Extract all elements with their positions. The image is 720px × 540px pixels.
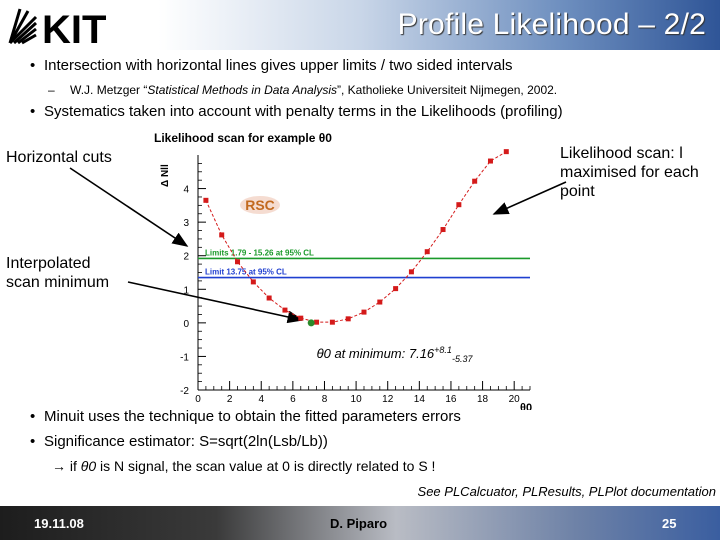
bullet-text: Intersection with horizontal lines gives upper limits / two sided intervals [44, 57, 513, 74]
x-tick-label: 8 [321, 394, 328, 405]
header-bar [0, 0, 720, 50]
chart-minimum-marker [308, 319, 315, 326]
scan-point [409, 269, 414, 274]
chart-x-axis-label: θ0 [520, 402, 533, 410]
chart-y-axis-label: Δ Nll [160, 164, 171, 187]
annotation-likelihood-scan: Likelihood scan: l maximised for each point [560, 145, 699, 200]
reference-dash: – [48, 83, 55, 97]
x-tick-label: 12 [382, 394, 394, 405]
reference-book-title: Statistical Methods in Data Analysis [147, 83, 338, 97]
footer-author: D. Piparo [330, 516, 388, 531]
scan-point [219, 232, 224, 237]
scan-point [235, 259, 240, 264]
chart-series [203, 149, 508, 325]
note-prefix: if [69, 458, 81, 474]
y-tick-label: 3 [183, 218, 189, 230]
minimum-upper-error: +8.1 [434, 345, 452, 356]
scan-point [203, 198, 208, 203]
x-tick-label: 20 [508, 394, 520, 405]
scan-point [425, 249, 430, 254]
bullet-text: Significance estimator: S=sqrt(2ln(Lsb/Lb)) [44, 433, 328, 450]
scan-point [330, 320, 335, 325]
bullet-text: Systematics taken into account with penalty terms in the Likelihoods (profiling) [44, 103, 563, 120]
bullet-symbol: • [30, 433, 36, 450]
scan-point [456, 202, 461, 207]
scan-zero-note [52, 458, 435, 474]
scan-point [393, 286, 398, 291]
limit-line-label: Limits 1.79 - 15.26 at 95% CL [205, 248, 314, 258]
bullet-symbol: • [30, 103, 36, 120]
scan-point [346, 316, 351, 321]
scan-point [377, 300, 382, 305]
chart-minimum-text [317, 345, 474, 364]
scan-point [441, 227, 446, 232]
documentation-note: See PLCalcuator, PLResults, PLPlot documentation [417, 484, 716, 499]
minimum-lower-error: -5.37 [451, 354, 473, 365]
x-tick-label: 0 [195, 394, 201, 405]
arrow-symbol: → [52, 458, 66, 474]
x-tick-label: 14 [413, 394, 425, 405]
scan-curve [206, 152, 506, 323]
reference-line [48, 83, 557, 97]
chart-title: Likelihood scan for example θ0 [154, 131, 332, 145]
annotation-horizontal-cuts: Horizontal cuts [6, 149, 112, 166]
rsc-logo-text: RSC [245, 197, 275, 213]
x-tick-label: 10 [350, 394, 362, 405]
scan-point [472, 179, 477, 184]
y-tick-label: -2 [180, 386, 189, 397]
scan-point [504, 149, 509, 154]
note-text: is N signal, the scan value at 0 is directly related to S ! [96, 458, 436, 474]
limit-line-label: Limit 13.75 at 95% CL [205, 267, 287, 277]
scan-point [251, 279, 256, 284]
chart-limit-lines [198, 248, 530, 277]
x-tick-label: 16 [445, 394, 457, 405]
note-theta: θ0 [80, 458, 97, 474]
kit-logo [6, 3, 126, 47]
x-tick-label: 18 [477, 394, 489, 405]
x-tick-label: 2 [226, 394, 233, 405]
y-tick-label: 0 [183, 318, 189, 330]
bullet-symbol: • [30, 408, 36, 425]
bullet-symbol: • [30, 57, 36, 74]
footer-date: 19.11.08 [34, 516, 84, 531]
y-tick-label: 2 [183, 251, 189, 263]
minimum-value: θ0 at minimum: 7.16 [316, 346, 435, 362]
y-tick-label: 1 [183, 285, 189, 297]
footer-page-number: 25 [662, 516, 677, 531]
y-tick-label: 4 [183, 184, 189, 196]
y-tick-label: -1 [180, 352, 189, 364]
scan-point [298, 316, 303, 321]
scan-point [362, 310, 367, 315]
scan-point [314, 320, 319, 325]
reference-publisher: ”, Katholieke Universiteit Nijmegen, 2002. [337, 83, 558, 97]
rsc-logo [240, 196, 280, 214]
footer-bar [0, 506, 720, 540]
likelihood-scan-chart [150, 125, 540, 410]
scan-point [267, 296, 272, 301]
chart-axes [180, 155, 530, 405]
scan-point [488, 159, 493, 164]
slide-title: Profile Likelihood – 2/2 [397, 8, 706, 41]
bullet-text: Minuit uses the technique to obtain the fitted parameters errors [44, 408, 461, 425]
x-tick-label: 4 [258, 394, 265, 405]
annotation-interpolated-minimum: Interpolated scan minimum [6, 255, 110, 291]
minimum-dot [308, 319, 315, 326]
scan-point [282, 308, 287, 313]
kit-logo-text: KIT [42, 8, 107, 47]
x-tick-label: 6 [290, 394, 296, 405]
reference-author: W.J. Metzger “ [70, 83, 148, 97]
